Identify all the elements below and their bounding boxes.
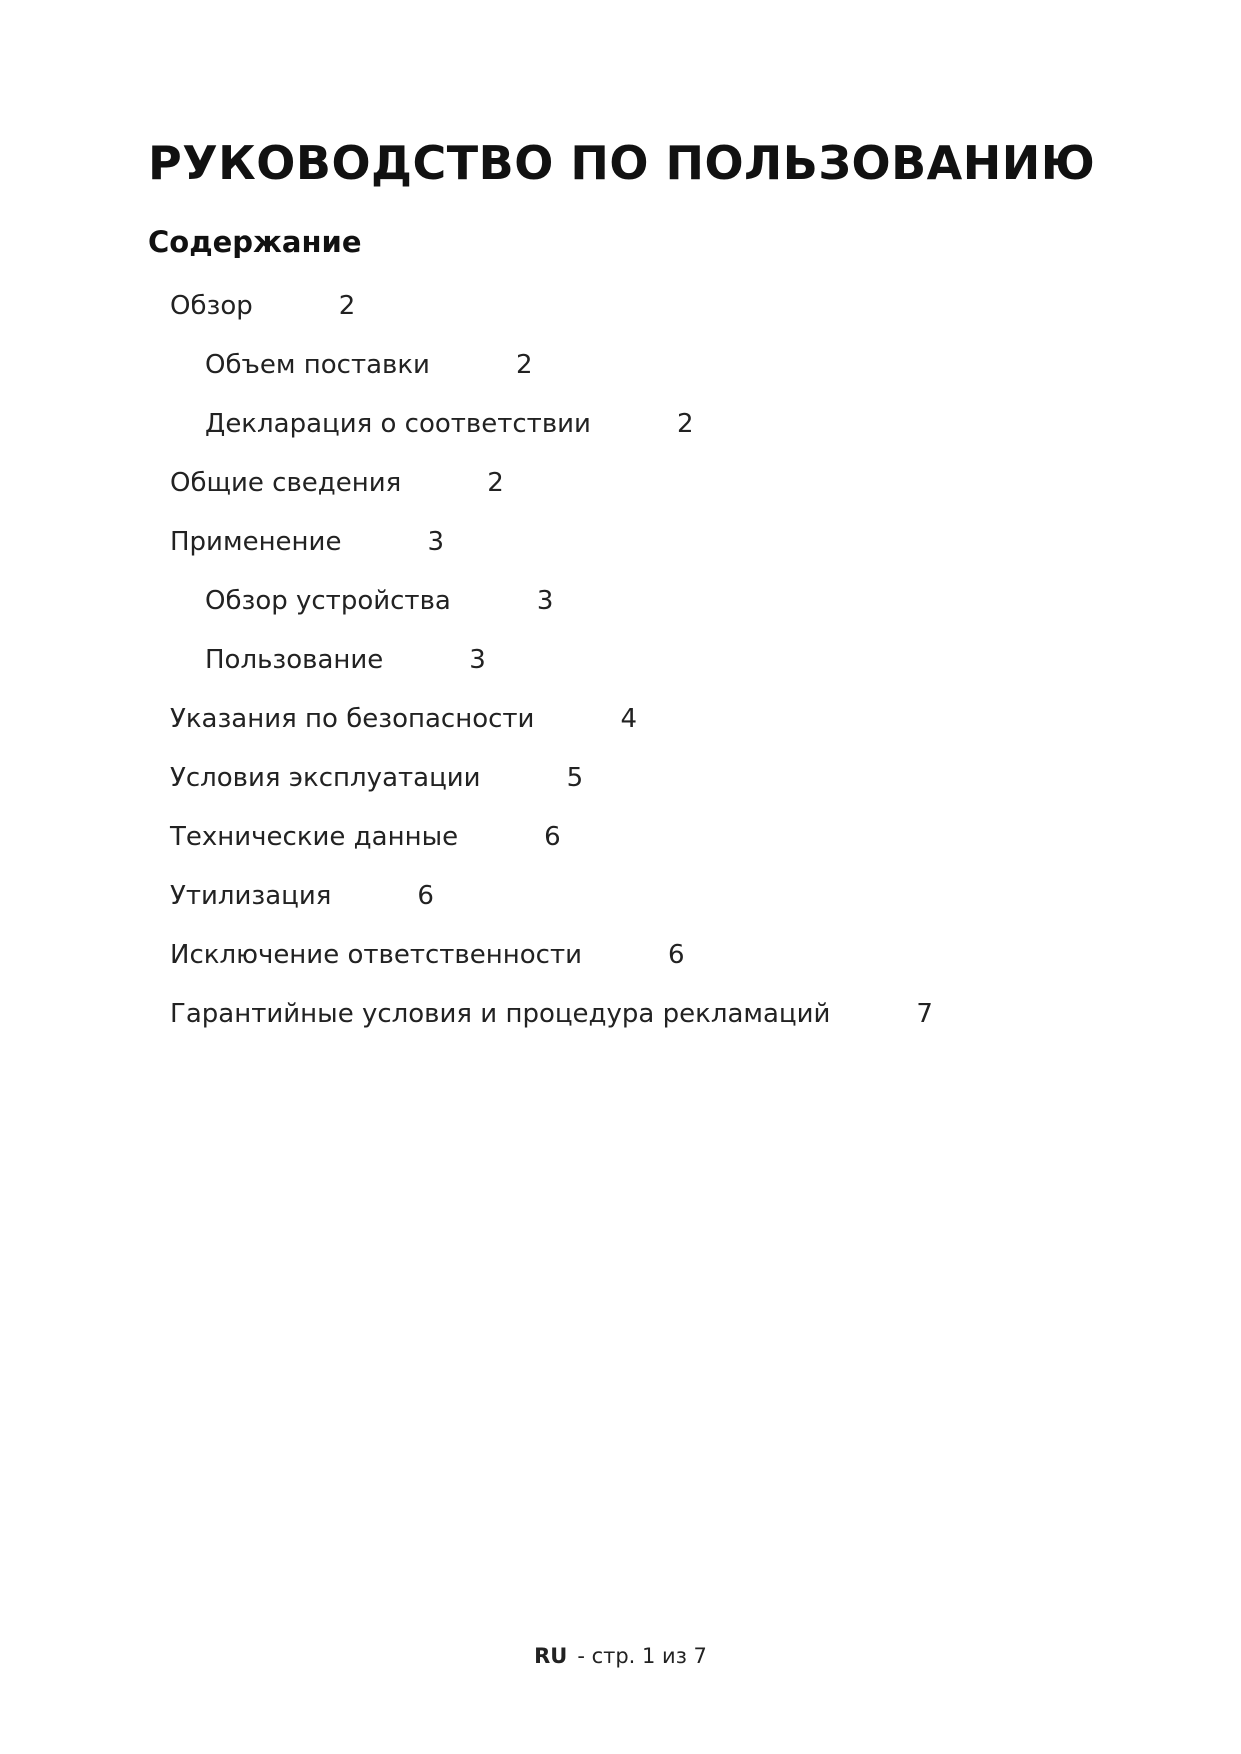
- toc-item[interactable]: [170, 937, 685, 973]
- toc-item[interactable]: [170, 288, 355, 324]
- toc-item-label: Утилизация: [170, 881, 332, 911]
- toc-item[interactable]: [170, 996, 933, 1032]
- toc-item-page: 2: [338, 291, 356, 321]
- toc-item-page: 3: [469, 645, 486, 675]
- toc-item-page: 2: [487, 468, 504, 498]
- toc-item-label: Исключение ответственности: [170, 940, 582, 970]
- toc-item-page: 6: [544, 822, 561, 852]
- toc-item-page: 2: [676, 409, 694, 439]
- document-title: РУКОВОДСТВО ПО ПОЛЬЗОВАНИЮ: [148, 136, 1096, 190]
- toc-item[interactable]: [205, 583, 553, 619]
- toc-item-label: Технические данные: [170, 822, 459, 852]
- toc-item-label: Применение: [170, 527, 342, 557]
- toc-item-label: Объем поставки: [205, 350, 430, 380]
- toc-item-label: Общие сведения: [170, 468, 402, 498]
- toc-item-page: 6: [417, 881, 434, 911]
- footer-language: RU: [534, 1644, 568, 1668]
- toc-item[interactable]: [205, 347, 533, 383]
- toc-item[interactable]: [170, 524, 444, 560]
- toc-item-label: Условия эксплуатации: [170, 763, 481, 793]
- footer-page-info: - стр. 1 из 7: [577, 1644, 707, 1668]
- toc-item-label: Пользование: [205, 645, 384, 675]
- toc-item-label: Обзор устройства: [205, 586, 451, 616]
- toc-item-page: 5: [566, 763, 584, 793]
- toc-item[interactable]: [170, 760, 583, 796]
- toc-item-page: 4: [620, 704, 637, 734]
- toc-item[interactable]: [170, 701, 637, 737]
- toc-item-label: Указания по безопасности: [170, 704, 535, 734]
- toc-item[interactable]: [170, 465, 504, 501]
- toc-item-page: 3: [536, 586, 554, 616]
- toc-item[interactable]: [170, 819, 561, 855]
- toc-item-label: Обзор: [170, 291, 253, 321]
- toc-item[interactable]: [170, 878, 434, 914]
- toc-item-page: 2: [515, 350, 533, 380]
- toc-item-page: 3: [427, 527, 444, 557]
- toc-heading: Содержание: [148, 225, 362, 259]
- page-footer: [0, 1644, 1241, 1668]
- toc-item-page: 7: [916, 999, 933, 1029]
- toc-item-label: Декларация о соответствии: [205, 409, 591, 439]
- toc-item[interactable]: [205, 406, 694, 442]
- toc-item[interactable]: [205, 642, 486, 678]
- toc-item-page: 6: [668, 940, 685, 970]
- toc-item-label: Гарантийные условия и процедура рекламаций: [170, 999, 831, 1029]
